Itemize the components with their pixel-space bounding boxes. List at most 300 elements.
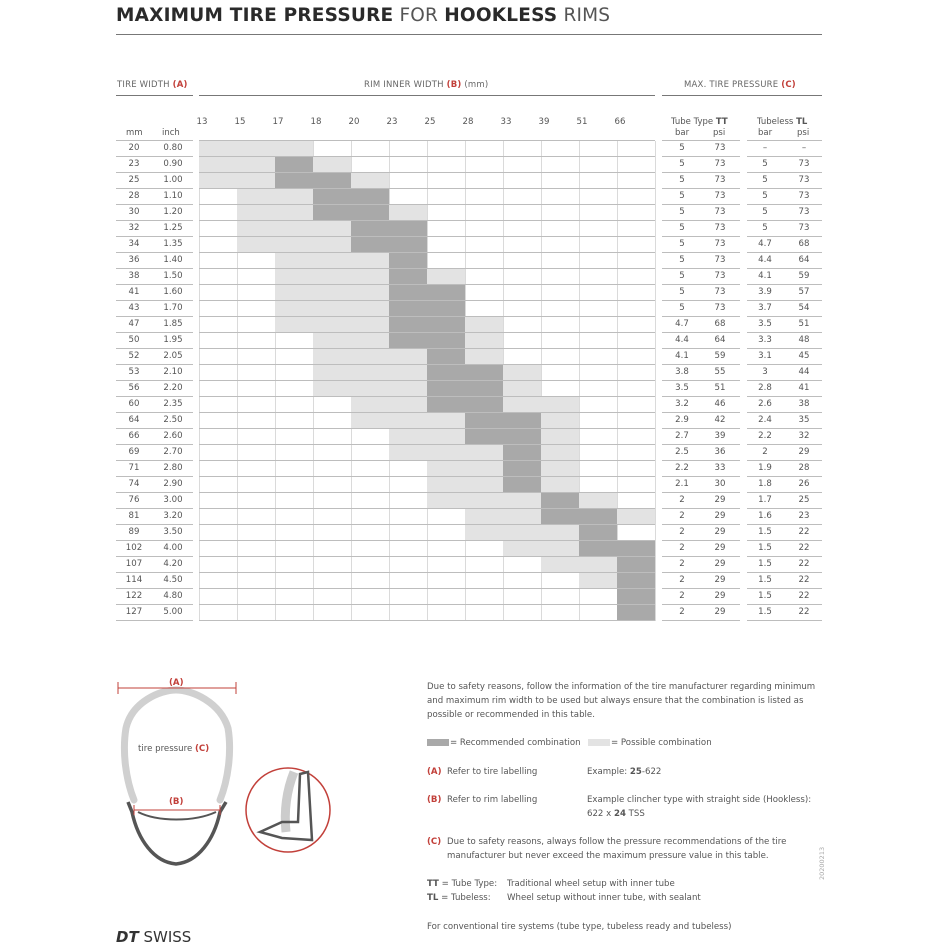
possible-cell — [351, 365, 389, 381]
row-divider — [116, 524, 193, 525]
row-divider — [199, 252, 655, 253]
possible-cell — [237, 205, 275, 221]
table-cell-inch: 1.60 — [163, 287, 183, 297]
recommended-cell — [389, 301, 427, 317]
possible-cell — [275, 141, 313, 157]
mm-header: mm — [126, 128, 143, 138]
row-divider — [116, 140, 193, 141]
possible-cell — [275, 301, 313, 317]
possible-cell — [579, 557, 617, 573]
table-cell-tl-psi: 22 — [798, 559, 810, 569]
possible-cell — [275, 285, 313, 301]
table-cell-tt-bar: 4.1 — [675, 351, 689, 361]
table-cell-tl-psi: 73 — [798, 159, 810, 169]
row-divider — [747, 508, 822, 509]
rim-width-col-66: 66 — [614, 117, 626, 127]
table-cell-tl-psi: 25 — [798, 495, 810, 505]
row-divider — [747, 220, 822, 221]
diagram-label-b: (B) — [169, 797, 184, 807]
tire-width-header: TIRE WIDTH (A) — [117, 80, 188, 90]
possible-cell — [541, 477, 579, 493]
pressure-rule — [662, 95, 822, 96]
table-cell-tt-psi: 59 — [714, 351, 726, 361]
table-cell-tt-bar: 5 — [679, 303, 685, 313]
table-cell-mm: 23 — [128, 159, 140, 169]
table-cell-mm: 20 — [128, 143, 140, 153]
table-cell-tt-psi: 42 — [714, 415, 726, 425]
table-cell-tl-bar: 4.4 — [758, 255, 772, 265]
row-divider — [116, 300, 193, 301]
row-divider — [116, 252, 193, 253]
recommended-cell — [465, 397, 503, 413]
table-cell-tt-bar: 2.7 — [675, 431, 689, 441]
possible-cell — [275, 237, 313, 253]
table-cell-tt-psi: 29 — [714, 543, 726, 553]
note-c-text: Due to safety reasons, always follow the pressure recommendations of the tire manufacturer but never exceed the maximum pressure value in this table. — [447, 837, 787, 861]
possible-cell — [351, 317, 389, 333]
legend-possible-label: = Possible combination — [611, 738, 712, 748]
table-cell-inch: 4.50 — [163, 575, 183, 585]
recommended-cell — [617, 541, 655, 557]
table-cell-tt-psi: 73 — [714, 287, 726, 297]
table-cell-mm: 122 — [125, 591, 143, 601]
recommended-cell — [465, 413, 503, 429]
table-cell-tl-psi: 22 — [798, 543, 810, 553]
table-cell-tl-bar: 5 — [762, 223, 768, 233]
table-cell-tl-bar: 2.6 — [758, 399, 772, 409]
possible-cell — [351, 349, 389, 365]
table-cell-tl-bar: 2.8 — [758, 383, 772, 393]
possible-cell — [427, 477, 465, 493]
table-cell-tl-bar: 1.5 — [758, 575, 772, 585]
table-cell-inch: 4.80 — [163, 591, 183, 601]
row-divider — [662, 188, 740, 189]
recommended-cell — [351, 221, 389, 237]
possible-cell — [389, 365, 427, 381]
table-cell-mm: 52 — [128, 351, 140, 361]
row-divider — [662, 396, 740, 397]
row-divider — [116, 268, 193, 269]
row-divider — [662, 140, 740, 141]
table-cell-inch: 1.35 — [163, 239, 183, 249]
recommended-cell — [389, 317, 427, 333]
table-cell-tl-psi: 45 — [798, 351, 810, 361]
row-divider — [662, 476, 740, 477]
possible-cell — [465, 461, 503, 477]
row-divider — [747, 364, 822, 365]
recommended-cell — [427, 381, 465, 397]
row-divider — [747, 572, 822, 573]
row-divider — [116, 412, 193, 413]
possible-cell — [465, 525, 503, 541]
row-divider — [662, 588, 740, 589]
row-divider — [747, 476, 822, 477]
possible-cell — [237, 189, 275, 205]
table-cell-tt-psi: 73 — [714, 207, 726, 217]
row-divider — [662, 556, 740, 557]
recommended-cell — [503, 477, 541, 493]
table-cell-mm: 38 — [128, 271, 140, 281]
row-divider — [662, 204, 740, 205]
table-cell-inch: 0.80 — [163, 143, 183, 153]
recommended-cell — [541, 509, 579, 525]
recommended-cell — [313, 189, 351, 205]
row-divider — [662, 268, 740, 269]
brand-logo: DT SWISS — [116, 928, 192, 946]
row-divider — [116, 492, 193, 493]
table-cell-mm: 36 — [128, 255, 140, 265]
row-divider — [116, 508, 193, 509]
table-cell-tl-psi: 48 — [798, 335, 810, 345]
row-divider — [116, 220, 193, 221]
table-cell-mm: 25 — [128, 175, 140, 185]
table-cell-tl-psi: 35 — [798, 415, 810, 425]
table-cell-mm: 53 — [128, 367, 140, 377]
row-divider — [747, 444, 822, 445]
row-divider — [116, 204, 193, 205]
row-divider — [116, 348, 193, 349]
possible-cell — [579, 573, 617, 589]
row-divider — [116, 172, 193, 173]
row-divider — [199, 620, 655, 621]
recommended-cell — [465, 429, 503, 445]
row-divider — [116, 188, 193, 189]
conventional-systems-note: For conventional tire systems (tube type, tubeless ready and tubeless) — [427, 922, 732, 932]
table-cell-inch: 3.20 — [163, 511, 183, 521]
row-divider — [199, 588, 655, 589]
table-cell-inch: 1.50 — [163, 271, 183, 281]
possible-cell — [237, 141, 275, 157]
possible-cell — [237, 173, 275, 189]
possible-cell — [313, 157, 351, 173]
tl-psi-header: psi — [797, 128, 810, 138]
row-divider — [747, 188, 822, 189]
row-divider — [747, 556, 822, 557]
possible-cell — [541, 429, 579, 445]
table-cell-tl-psi: 38 — [798, 399, 810, 409]
table-cell-tt-psi: 33 — [714, 463, 726, 473]
table-cell-tt-psi: 73 — [714, 255, 726, 265]
recommended-cell — [389, 253, 427, 269]
row-divider — [116, 540, 193, 541]
tt-description: Traditional wheel setup with inner tube — [507, 879, 675, 889]
table-cell-inch: 2.60 — [163, 431, 183, 441]
table-cell-tt-bar: 2.2 — [675, 463, 689, 473]
table-cell-inch: 3.00 — [163, 495, 183, 505]
tubeless-header: Tubeless TL — [757, 117, 808, 127]
table-cell-tt-psi: 73 — [714, 143, 726, 153]
possible-cell — [541, 525, 579, 541]
table-cell-tt-bar: 2.1 — [675, 479, 689, 489]
table-cell-inch: 0.90 — [163, 159, 183, 169]
table-cell-mm: 69 — [128, 447, 140, 457]
table-cell-tt-bar: 3.2 — [675, 399, 689, 409]
table-cell-tt-psi: 30 — [714, 479, 726, 489]
row-divider — [747, 300, 822, 301]
rim-width-col-28: 28 — [462, 117, 474, 127]
table-cell-tl-psi: 57 — [798, 287, 810, 297]
table-cell-tl-psi: 22 — [798, 607, 810, 617]
possible-cell — [503, 509, 541, 525]
table-cell-tl-psi: 73 — [798, 191, 810, 201]
table-cell-tt-bar: 2.9 — [675, 415, 689, 425]
tt-definition: TT = Tube Type: — [427, 879, 498, 889]
recommended-cell — [617, 573, 655, 589]
tl-bar-header: bar — [758, 128, 773, 138]
rim-width-col-51: 51 — [576, 117, 588, 127]
possible-cell — [313, 269, 351, 285]
rim-width-rule — [199, 95, 655, 96]
table-cell-tt-psi: 29 — [714, 559, 726, 569]
tt-psi-header: psi — [713, 128, 726, 138]
row-divider — [662, 380, 740, 381]
table-cell-tt-psi: 73 — [714, 271, 726, 281]
table-cell-inch: 5.00 — [163, 607, 183, 617]
recommended-cell — [541, 493, 579, 509]
possible-cell — [313, 349, 351, 365]
table-cell-tl-bar: 5 — [762, 191, 768, 201]
row-divider — [747, 284, 822, 285]
row-divider — [747, 332, 822, 333]
possible-cell — [541, 461, 579, 477]
table-cell-tt-bar: 5 — [679, 271, 685, 281]
row-divider — [116, 444, 193, 445]
diagram-label-a: (A) — [169, 678, 184, 688]
table-cell-tl-bar: 2.2 — [758, 431, 772, 441]
row-divider — [662, 460, 740, 461]
recommended-cell — [389, 221, 427, 237]
possible-cell — [503, 381, 541, 397]
row-divider — [747, 236, 822, 237]
possible-cell — [541, 413, 579, 429]
row-divider — [747, 156, 822, 157]
possible-cell — [579, 493, 617, 509]
possible-cell — [351, 285, 389, 301]
table-cell-inch: 4.20 — [163, 559, 183, 569]
table-cell-inch: 2.50 — [163, 415, 183, 425]
table-cell-mm: 47 — [128, 319, 140, 329]
note-b-example-line2: 622 x 24 TSS — [587, 809, 645, 819]
table-cell-tt-psi: 29 — [714, 527, 726, 537]
row-divider — [747, 460, 822, 461]
row-divider — [199, 604, 655, 605]
table-cell-tl-psi: 26 — [798, 479, 810, 489]
table-cell-tl-bar: – — [762, 143, 768, 153]
table-cell-tt-psi: 46 — [714, 399, 726, 409]
recommended-cell — [389, 333, 427, 349]
row-divider — [116, 572, 193, 573]
note-b-tag: (B) — [427, 795, 442, 805]
possible-cell — [199, 157, 237, 173]
table-cell-mm: 81 — [128, 511, 140, 521]
table-cell-tt-bar: 2 — [679, 527, 685, 537]
table-cell-tl-bar: 5 — [762, 159, 768, 169]
table-cell-tl-bar: 1.8 — [758, 479, 772, 489]
recommended-cell — [503, 429, 541, 445]
table-cell-tl-psi: 73 — [798, 207, 810, 217]
table-cell-tt-psi: 29 — [714, 607, 726, 617]
recommended-cell — [427, 397, 465, 413]
possible-cell — [427, 493, 465, 509]
possible-cell — [389, 429, 427, 445]
table-cell-inch: 1.10 — [163, 191, 183, 201]
table-cell-tl-bar: 3.7 — [758, 303, 772, 313]
possible-cell — [313, 381, 351, 397]
row-divider — [662, 524, 740, 525]
possible-cell — [275, 253, 313, 269]
table-cell-tl-psi: 32 — [798, 431, 810, 441]
legend-recommended-swatch — [427, 739, 449, 746]
row-divider — [747, 204, 822, 205]
table-cell-tt-psi: 73 — [714, 239, 726, 249]
table-cell-tt-bar: 4.7 — [675, 319, 689, 329]
row-divider — [116, 396, 193, 397]
recommended-cell — [427, 285, 465, 301]
table-cell-inch: 1.25 — [163, 223, 183, 233]
possible-cell — [237, 221, 275, 237]
row-divider — [116, 556, 193, 557]
tube-type-header: Tube Type TT — [671, 117, 728, 127]
table-cell-tt-psi: 73 — [714, 159, 726, 169]
possible-cell — [465, 477, 503, 493]
recommended-cell — [503, 461, 541, 477]
possible-cell — [465, 493, 503, 509]
possible-cell — [351, 253, 389, 269]
possible-cell — [313, 333, 351, 349]
table-cell-tl-bar: 1.5 — [758, 607, 772, 617]
table-cell-tl-psi: 22 — [798, 591, 810, 601]
recommended-cell — [351, 205, 389, 221]
table-cell-tt-bar: 5 — [679, 255, 685, 265]
table-cell-mm: 41 — [128, 287, 140, 297]
possible-cell — [313, 285, 351, 301]
row-divider — [662, 316, 740, 317]
row-divider — [116, 236, 193, 237]
inch-header: inch — [162, 128, 180, 138]
row-divider — [116, 284, 193, 285]
row-divider — [662, 604, 740, 605]
table-cell-mm: 32 — [128, 223, 140, 233]
table-cell-mm: 56 — [128, 383, 140, 393]
table-cell-tl-psi: 22 — [798, 575, 810, 585]
row-divider — [116, 428, 193, 429]
table-cell-inch: 1.40 — [163, 255, 183, 265]
table-cell-tl-bar: 4.7 — [758, 239, 772, 249]
possible-cell — [275, 205, 313, 221]
row-divider — [662, 508, 740, 509]
table-cell-tt-psi: 29 — [714, 575, 726, 585]
row-divider — [662, 284, 740, 285]
recommended-cell — [617, 557, 655, 573]
possible-cell — [427, 445, 465, 461]
row-divider — [662, 444, 740, 445]
table-cell-tl-bar: 3.5 — [758, 319, 772, 329]
table-cell-tt-bar: 2.5 — [675, 447, 689, 457]
row-divider — [116, 620, 193, 621]
table-cell-inch: 1.20 — [163, 207, 183, 217]
possible-cell — [351, 301, 389, 317]
table-cell-tt-psi: 73 — [714, 175, 726, 185]
recommended-cell — [579, 541, 617, 557]
row-divider — [662, 412, 740, 413]
possible-cell — [389, 205, 427, 221]
rim-width-col-18: 18 — [310, 117, 322, 127]
recommended-cell — [275, 173, 313, 189]
recommended-cell — [351, 237, 389, 253]
row-divider — [116, 364, 193, 365]
table-cell-mm: 102 — [125, 543, 143, 553]
table-cell-inch: 1.85 — [163, 319, 183, 329]
table-cell-tl-bar: 1.7 — [758, 495, 772, 505]
table-cell-tt-bar: 5 — [679, 207, 685, 217]
table-cell-tl-psi: 54 — [798, 303, 810, 313]
possible-cell — [351, 381, 389, 397]
table-cell-tt-bar: 2 — [679, 559, 685, 569]
table-cell-mm: 76 — [128, 495, 140, 505]
row-divider — [116, 460, 193, 461]
table-cell-tl-psi: 23 — [798, 511, 810, 521]
table-cell-tt-bar: 2 — [679, 495, 685, 505]
recommended-cell — [427, 349, 465, 365]
row-divider — [662, 492, 740, 493]
table-cell-mm: 50 — [128, 335, 140, 345]
table-cell-tt-bar: 2 — [679, 543, 685, 553]
table-cell-tl-bar: 1.5 — [758, 543, 772, 553]
rim-width-col-23: 23 — [386, 117, 398, 127]
row-divider — [662, 252, 740, 253]
table-cell-mm: 30 — [128, 207, 140, 217]
table-cell-tt-psi: 68 — [714, 319, 726, 329]
rim-width-col-25: 25 — [424, 117, 436, 127]
table-cell-tt-bar: 2 — [679, 575, 685, 585]
row-divider — [116, 604, 193, 605]
recommended-cell — [427, 301, 465, 317]
table-cell-inch: 1.95 — [163, 335, 183, 345]
rim-width-col-13: 13 — [196, 117, 208, 127]
table-cell-tt-psi: 73 — [714, 191, 726, 201]
row-divider — [662, 220, 740, 221]
table-cell-tt-psi: 51 — [714, 383, 726, 393]
row-divider — [662, 172, 740, 173]
table-cell-inch: 2.90 — [163, 479, 183, 489]
row-divider — [747, 588, 822, 589]
table-cell-tt-bar: 5 — [679, 223, 685, 233]
table-cell-mm: 89 — [128, 527, 140, 537]
possible-cell — [465, 317, 503, 333]
row-divider — [747, 524, 822, 525]
possible-cell — [275, 189, 313, 205]
table-cell-inch: 1.00 — [163, 175, 183, 185]
row-divider — [747, 252, 822, 253]
grid-vline — [199, 141, 200, 621]
row-divider — [199, 140, 655, 141]
recommended-cell — [427, 333, 465, 349]
possible-cell — [465, 509, 503, 525]
table-cell-tt-bar: 5 — [679, 239, 685, 249]
possible-cell — [313, 253, 351, 269]
table-cell-tl-bar: 1.6 — [758, 511, 772, 521]
table-cell-tt-bar: 4.4 — [675, 335, 689, 345]
row-divider — [662, 428, 740, 429]
row-divider — [662, 156, 740, 157]
row-divider — [116, 316, 193, 317]
possible-cell — [389, 381, 427, 397]
row-divider — [662, 300, 740, 301]
note-a-text: Refer to tire labelling — [447, 767, 538, 777]
row-divider — [747, 428, 822, 429]
row-divider — [747, 348, 822, 349]
possible-cell — [503, 365, 541, 381]
